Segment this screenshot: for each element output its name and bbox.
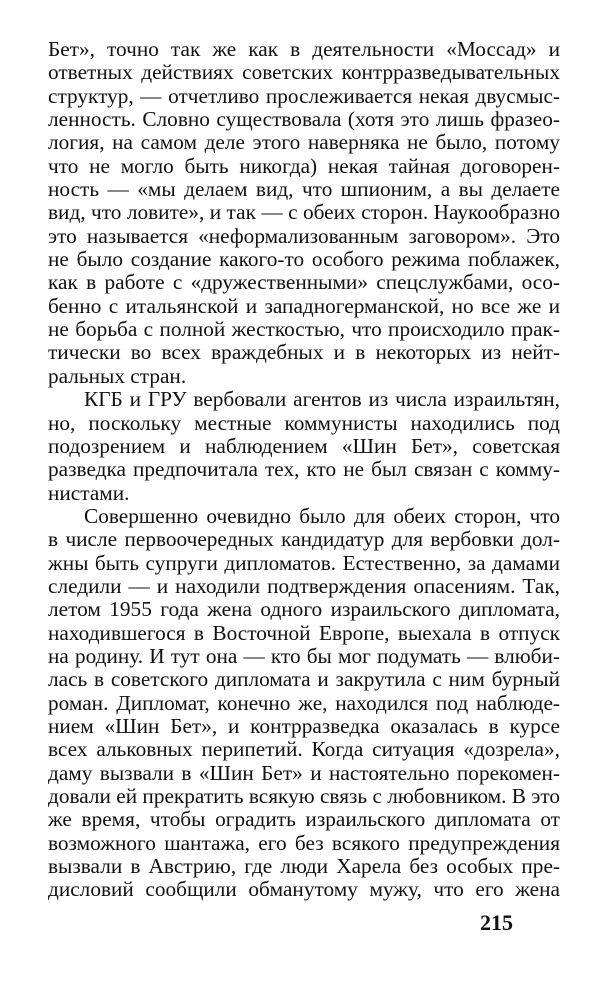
text-line: летом 1955 года жена одного израильского дипломата, <box>48 597 560 622</box>
text-line: не борьба с полной жесткостью, что происходило прак- <box>48 317 560 342</box>
text-line: ность — «мы делаем вид, что шпионим, а вы делаете <box>48 177 560 202</box>
body-text <box>48 38 560 902</box>
text-line: не было создание какого-то особого режима поблажек, <box>48 247 560 272</box>
text-line: в числе первоочередных кандидатур для вербовки дол- <box>48 527 560 552</box>
text-line: на родину. И тут она — кто бы мог подумать — влюби- <box>48 643 560 668</box>
text-line: дисловий сообщили обманутому мужу, что его жена <box>48 877 560 902</box>
text-line: структур, — отчетливо прослеживается некая двусмыс- <box>48 83 560 108</box>
text-line: лась в советского дипломата и закрутила с ним бурный <box>48 667 560 692</box>
text-line: но, поскольку местные коммунисты находились под <box>48 410 560 435</box>
text-line: вид, что ловите», и так — с обеих сторон. Наукообразно <box>48 200 560 225</box>
text-line: Совершенно очевидно было для обеих сторон, что <box>84 503 560 528</box>
text-line: возможного шантажа, его без всякого предупреждения <box>48 830 560 855</box>
text-line: это называется «неформализованным заговором». Это <box>48 223 560 248</box>
text-line: же время, чтобы оградить израильского дипломата от <box>48 807 560 832</box>
text-line: нистами. <box>48 480 130 505</box>
text-line: всех альковных перипетий. Когда ситуация «дозрела», <box>48 737 560 762</box>
text-line: логия, на самом деле этого наверняка не было, потому <box>48 130 560 155</box>
text-line: жны быть супруги дипломатов. Естественно, за дамами <box>48 550 560 575</box>
text-line: ральных стран. <box>48 363 187 388</box>
text-line: Бет», точно так же как в деятельности «Моссад» и <box>48 37 560 61</box>
text-line: ответных действиях советских контрразведывательных <box>48 60 560 85</box>
text-line: как в работе с «дружественными» спецслужбами, осо- <box>48 270 560 295</box>
text-line: ленность. Словно существовала (хотя это лишь фразео- <box>48 107 560 132</box>
text-line: нием «Шин Бет», и контрразведка оказалась в курсе <box>48 713 560 738</box>
text-line: что не могло быть никогда) некая тайная договорен- <box>48 153 560 178</box>
text-line: КГБ и ГРУ вербовали агентов из числа израильтян, <box>84 387 560 412</box>
text-line: тически во всех враждебных и в некоторых из нейт- <box>48 340 560 365</box>
text-line: находившегося в Восточной Европе, выехала в отпуск <box>48 620 560 645</box>
text-line: даму вызвали в «Шин Бет» и настоятельно порекомен- <box>48 760 560 785</box>
text-line: вызвали в Австрию, где люди Харела без особых пре- <box>48 854 560 879</box>
page-number: 215 <box>480 910 513 935</box>
text-line: роман. Дипломат, конечно же, находился под наблюде- <box>48 690 560 715</box>
text-line: довали ей прекратить всякую связь с любовником. В это <box>48 784 561 808</box>
text-line: следили — и находили подтверждения опасениям. Так, <box>48 573 560 598</box>
text-line: бенно с итальянской и западногерманской, но все же и <box>48 293 560 318</box>
text-line: подозрением и наблюдением «Шин Бет», советская <box>48 433 560 458</box>
text-line: разведка предпочитала тех, кто не был связан с комму- <box>48 457 560 482</box>
